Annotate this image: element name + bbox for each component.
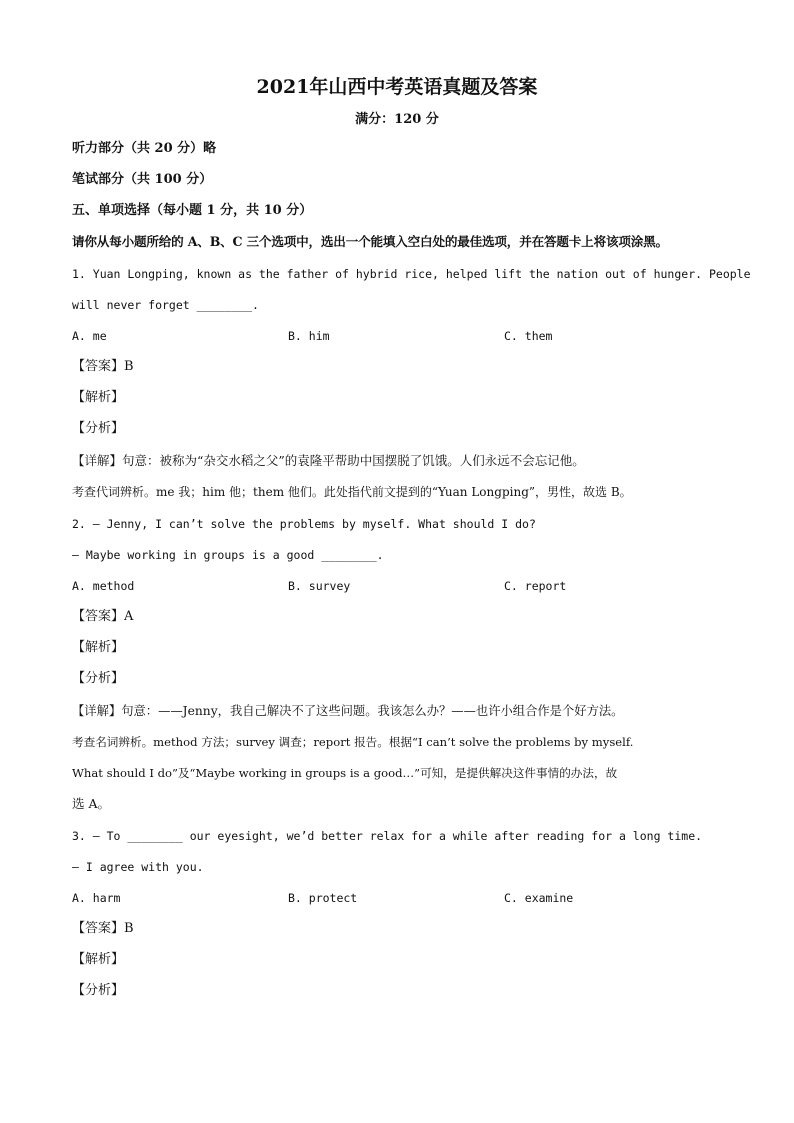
q2-detail-line2: 考查名词辨析。method 方法；survey 调查；report 报告。根据“I can’t solve the problems by myself. [72,735,634,749]
q3-stem-line1: 3. — To ________ our eyesight, we’d better relax for a while after reading for a long time. [72,829,703,843]
q2-option-a: A. method [72,579,135,593]
q1-stem-line1: 1. Yuan Longping, known as the father of hybrid rice, helped lift the nation out of hunger. People [72,267,751,281]
q2-detail-line1: 【详解】句意：——Jenny，我自己解决不了这些问题。我该怎么办？——也许小组合作是个好方法。 [72,704,624,718]
q2-option-b: B. survey [288,579,351,593]
q1-detail-line1: 【详解】句意：被称为“杂交水稻之父”的袁隆平帮助中国摆脱了饥饿。人们永远不会忘记他。 [72,453,585,468]
q1-jiexi: 【解析】 [72,390,125,405]
q3-answer: 【答案】B [72,921,134,936]
section-listening: 听力部分（共 20 分）略 [72,141,217,156]
q1-option-c: C. them [504,329,553,343]
q2-fenxi: 【分析】 [72,671,125,686]
q1-answer: 【答案】B [72,359,134,374]
q3-option-b: B. protect [288,891,358,905]
total-score: 满分：120 分 [355,112,439,127]
section-written: 笔试部分（共 100 分） [72,172,213,187]
q1-option-b: B. him [288,329,330,343]
q1-detail-line2: 考查代词辨析。me 我；him 他；them 他们。此处指代前文提到的“Yuan Longping”，男性，故选 B。 [72,485,632,499]
q3-jiexi: 【解析】 [72,952,125,967]
section-part5-heading: 五、单项选择（每小题 1 分，共 10 分） [72,203,313,218]
q1-stem-line2: will never forget ________. [72,298,259,312]
q2-jiexi: 【解析】 [72,640,125,655]
q3-option-a: A. harm [72,891,121,905]
q3-option-c: C. examine [504,891,574,905]
q1-fenxi: 【分析】 [72,421,125,436]
q2-answer: 【答案】A [72,609,134,624]
q3-fenxi: 【分析】 [72,983,125,998]
document-title: 2021年山西中考英语真题及答案 [256,76,538,98]
section-instruction: 请你从每小题所给的 A、B、C 三个选项中，选出一个能填入空白处的最佳选项，并在答题卡上将该项涂黑。 [72,234,668,249]
q2-detail-line4: 选 A。 [72,796,111,811]
q2-option-c: C. report [504,579,567,593]
q3-stem-line2: — I agree with you. [72,860,204,874]
q2-stem-line2: — Maybe working in groups is a good ________. [72,548,384,562]
q2-stem-line1: 2. — Jenny, I can’t solve the problems by myself. What should I do? [72,517,536,531]
q2-detail-line3: What should I do”及“Maybe working in groups is a good…”可知，是提供解决这件事情的办法，故 [72,766,618,780]
q1-option-a: A. me [72,329,107,343]
